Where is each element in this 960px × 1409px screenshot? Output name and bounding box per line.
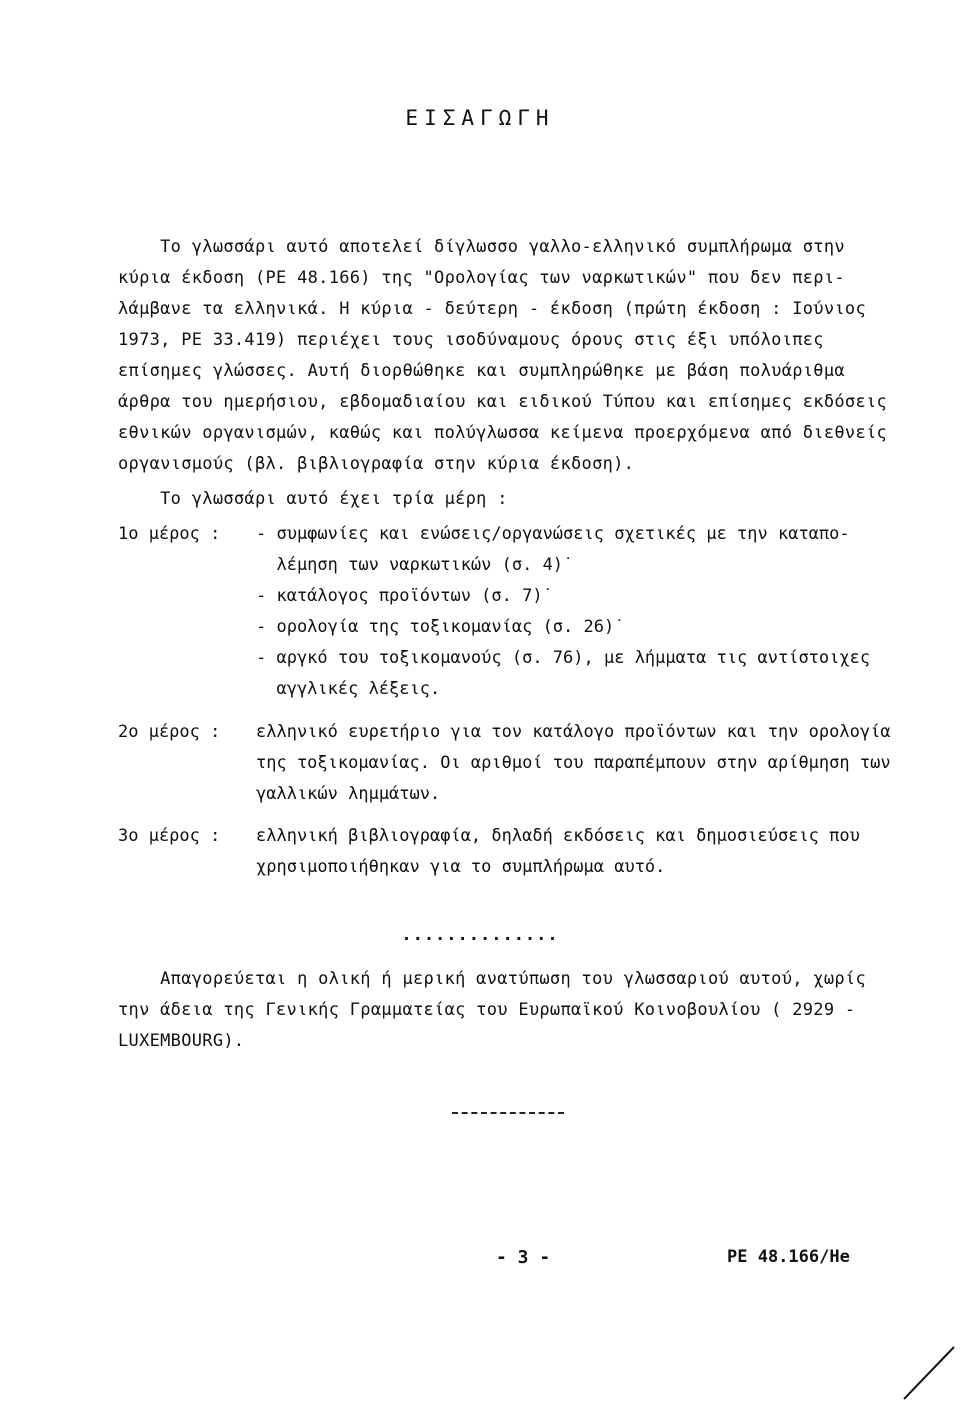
part-1-line: - αργκό του τοξικομανούς (σ. 76), με λήμματα τις αντίστοιχες bbox=[256, 648, 871, 668]
dashed-rule bbox=[452, 1112, 564, 1114]
page-title: ΕΙΣΑΓΩΓΗ bbox=[405, 106, 555, 130]
part-3-line: χρησιμοποιήθηκαν για το συμπλήρωμα αυτό. bbox=[256, 857, 666, 877]
copyright-line: Απαγορεύεται η ολική ή μερική ανατύπωση του γλωσσαριού αυτού, χωρίς bbox=[118, 969, 866, 989]
part-2-line: γαλλικών λημμάτων. bbox=[256, 784, 441, 804]
part-3-line: ελληνική βιβλιογραφία, δηλαδή εκδόσεις και δημοσιεύσεις που bbox=[256, 826, 860, 846]
slash-mark-icon bbox=[900, 1345, 956, 1401]
part-3-label: 3ο μέρος : bbox=[118, 826, 221, 846]
separator-dots: .............. bbox=[401, 925, 559, 945]
part-1-line: - ορολογία της τοξικομανίας (σ. 26)˙ bbox=[256, 617, 625, 637]
intro-line: λάμβανε τα ελληνικά. Η κύρια - δεύτερη - έκδοση (πρώτη έκδοση : Ιούνιος bbox=[118, 299, 866, 319]
parts-intro: Το γλωσσάρι αυτό έχει τρία μέρη : bbox=[118, 489, 508, 509]
intro-line: κύρια έκδοση (PE 48.166) της "Ορολογίας των ναρκωτικών" που δεν περι- bbox=[118, 268, 845, 288]
page-number: - 3 - bbox=[496, 1247, 551, 1268]
intro-line: άρθρα του ημερήσιου, εβδομαδιαίου και ειδικού Τύπου και επίσημες εκδόσεις bbox=[118, 392, 888, 412]
intro-line: Το γλωσσάρι αυτό αποτελεί δίγλωσσο γαλλο-ελληνικό συμπλήρωμα στην bbox=[118, 237, 845, 257]
part-2-label: 2ο μέρος : bbox=[118, 722, 221, 742]
intro-line: 1973, PE 33.419) περιέχει τους ισοδύναμους όρους στις έξι υπόλοιπες bbox=[118, 330, 824, 350]
intro-line: εθνικών οργανισμών, καθώς και πολύγλωσσα κείμενα προερχόμενα από διεθνείς bbox=[118, 423, 888, 443]
part-2-line: ελληνικό ευρετήριο για τον κατάλογο προϊόντων και την ορολογία bbox=[256, 722, 891, 742]
part-1-line: λέμηση των ναρκωτικών (σ. 4)˙ bbox=[256, 555, 574, 575]
part-2-line: της τοξικομανίας. Οι αριθμοί του παραπέμπουν στην αρίθμηση των bbox=[256, 753, 891, 773]
part-1-line: - συμφωνίες και ενώσεις/οργανώσεις σχετικές με την καταπο- bbox=[256, 524, 850, 544]
copyright-line: LUXEMBOURG). bbox=[118, 1031, 245, 1051]
intro-line: επίσημες γλώσσες. Αυτή διορθώθηκε και συμπληρώθηκε με βάση πολυάριθμα bbox=[118, 361, 845, 381]
part-1-line: αγγλικές λέξεις. bbox=[256, 679, 441, 699]
copyright-line: την άδεια της Γενικής Γραμματείας του Ευρωπαϊκού Κοινοβουλίου ( 2929 - bbox=[118, 1000, 856, 1020]
document-reference: PE 48.166/He bbox=[727, 1247, 850, 1267]
intro-line: οργανισμούς (βλ. βιβλιογραφία στην κύρια έκδοση). bbox=[118, 454, 635, 474]
part-1-line: - κατάλογος προϊόντων (σ. 7)˙ bbox=[256, 586, 553, 606]
part-1-label: 1ο μέρος : bbox=[118, 524, 221, 544]
